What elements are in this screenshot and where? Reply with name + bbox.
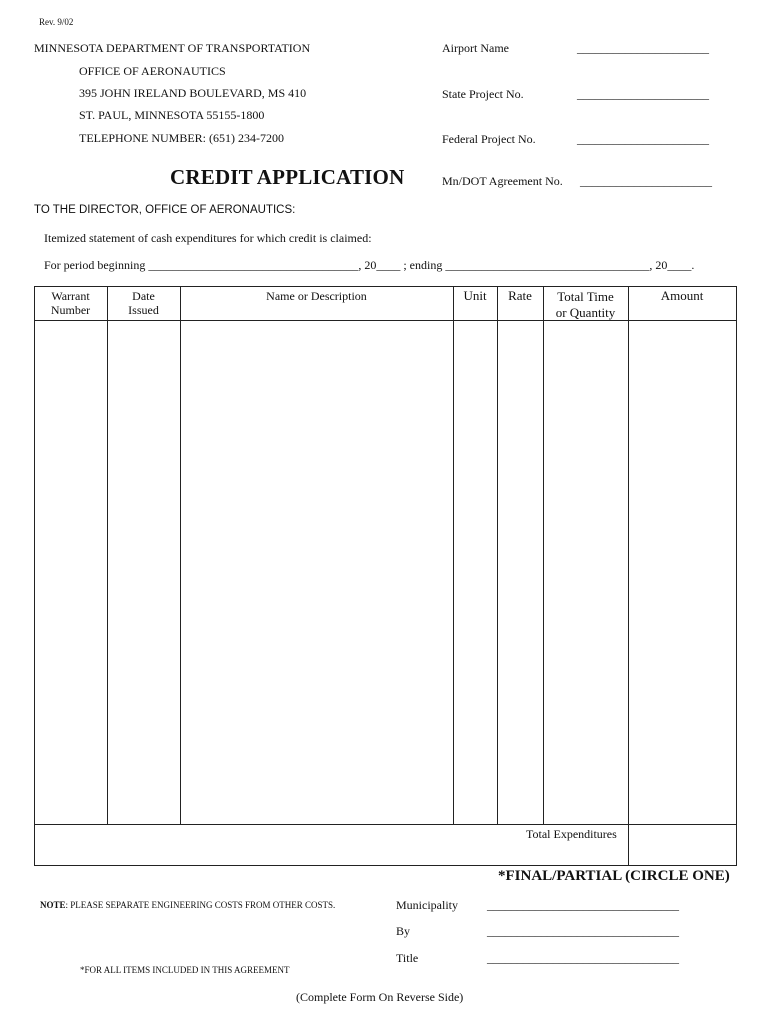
- state-project-field[interactable]: ______________________: [577, 87, 709, 101]
- agreement-no-field[interactable]: ______________________: [580, 174, 712, 188]
- period-line[interactable]: For period beginning ___________________________________, 20____ ; ending __________________________________, 20____.: [44, 258, 695, 272]
- note-text: NOTE: PLEASE SEPARATE ENGINEERING COSTS FROM OTHER COSTS.: [40, 900, 336, 910]
- agency-city: ST. PAUL, MINNESOTA 55155-1800: [79, 108, 265, 122]
- agency-address: 395 JOHN IRELAND BOULEVARD, MS 410: [79, 86, 307, 100]
- federal-project-label: Federal Project No.: [442, 132, 536, 146]
- title-label: Title: [396, 951, 419, 965]
- addressee: TO THE DIRECTOR, OFFICE OF AERONAUTICS:: [34, 204, 296, 216]
- airport-name-field[interactable]: ______________________: [577, 41, 709, 55]
- final-partial-selector[interactable]: *FINAL/PARTIAL (CIRCLE ONE): [498, 868, 730, 884]
- column-header-description: Name or Description: [266, 289, 367, 303]
- expenditure-entries-area[interactable]: [35, 321, 736, 824]
- total-expenditures-label: Total Expenditures: [526, 827, 617, 841]
- column-header-rate: Rate: [508, 288, 532, 303]
- title-field[interactable]: ________________________________: [487, 951, 679, 965]
- municipality-field[interactable]: ________________________________: [487, 898, 679, 912]
- by-field[interactable]: ________________________________: [487, 924, 679, 938]
- reverse-side-note: (Complete Form On Reverse Side): [296, 990, 464, 1004]
- form-title: CREDIT APPLICATION: [170, 165, 405, 189]
- agreement-no-label: Mn/DOT Agreement No.: [442, 174, 563, 188]
- municipality-label: Municipality: [396, 898, 458, 912]
- revision-label: Rev. 9/02: [39, 17, 74, 27]
- statement-text: Itemized statement of cash expenditures for which credit is claimed:: [44, 231, 372, 245]
- footnote: *FOR ALL ITEMS INCLUDED IN THIS AGREEMENT: [80, 965, 290, 975]
- column-header-amount: Amount: [660, 288, 704, 303]
- airport-name-label: Airport Name: [442, 41, 509, 55]
- department-name: MINNESOTA DEPARTMENT OF TRANSPORTATION: [34, 41, 311, 55]
- office-name: OFFICE OF AERONAUTICS: [79, 64, 226, 78]
- column-header-unit: Unit: [463, 288, 487, 303]
- by-label: By: [396, 924, 411, 938]
- column-header-date: Date Issued: [128, 289, 159, 317]
- total-expenditures-field[interactable]: [629, 825, 736, 865]
- column-header-warrant: Warrant Number: [50, 289, 91, 317]
- state-project-label: State Project No.: [442, 87, 524, 101]
- column-header-quantity: Total Time or Quantity: [555, 289, 616, 320]
- agency-telephone: TELEPHONE NUMBER: (651) 234-7200: [79, 131, 284, 145]
- federal-project-field[interactable]: ______________________: [577, 132, 709, 146]
